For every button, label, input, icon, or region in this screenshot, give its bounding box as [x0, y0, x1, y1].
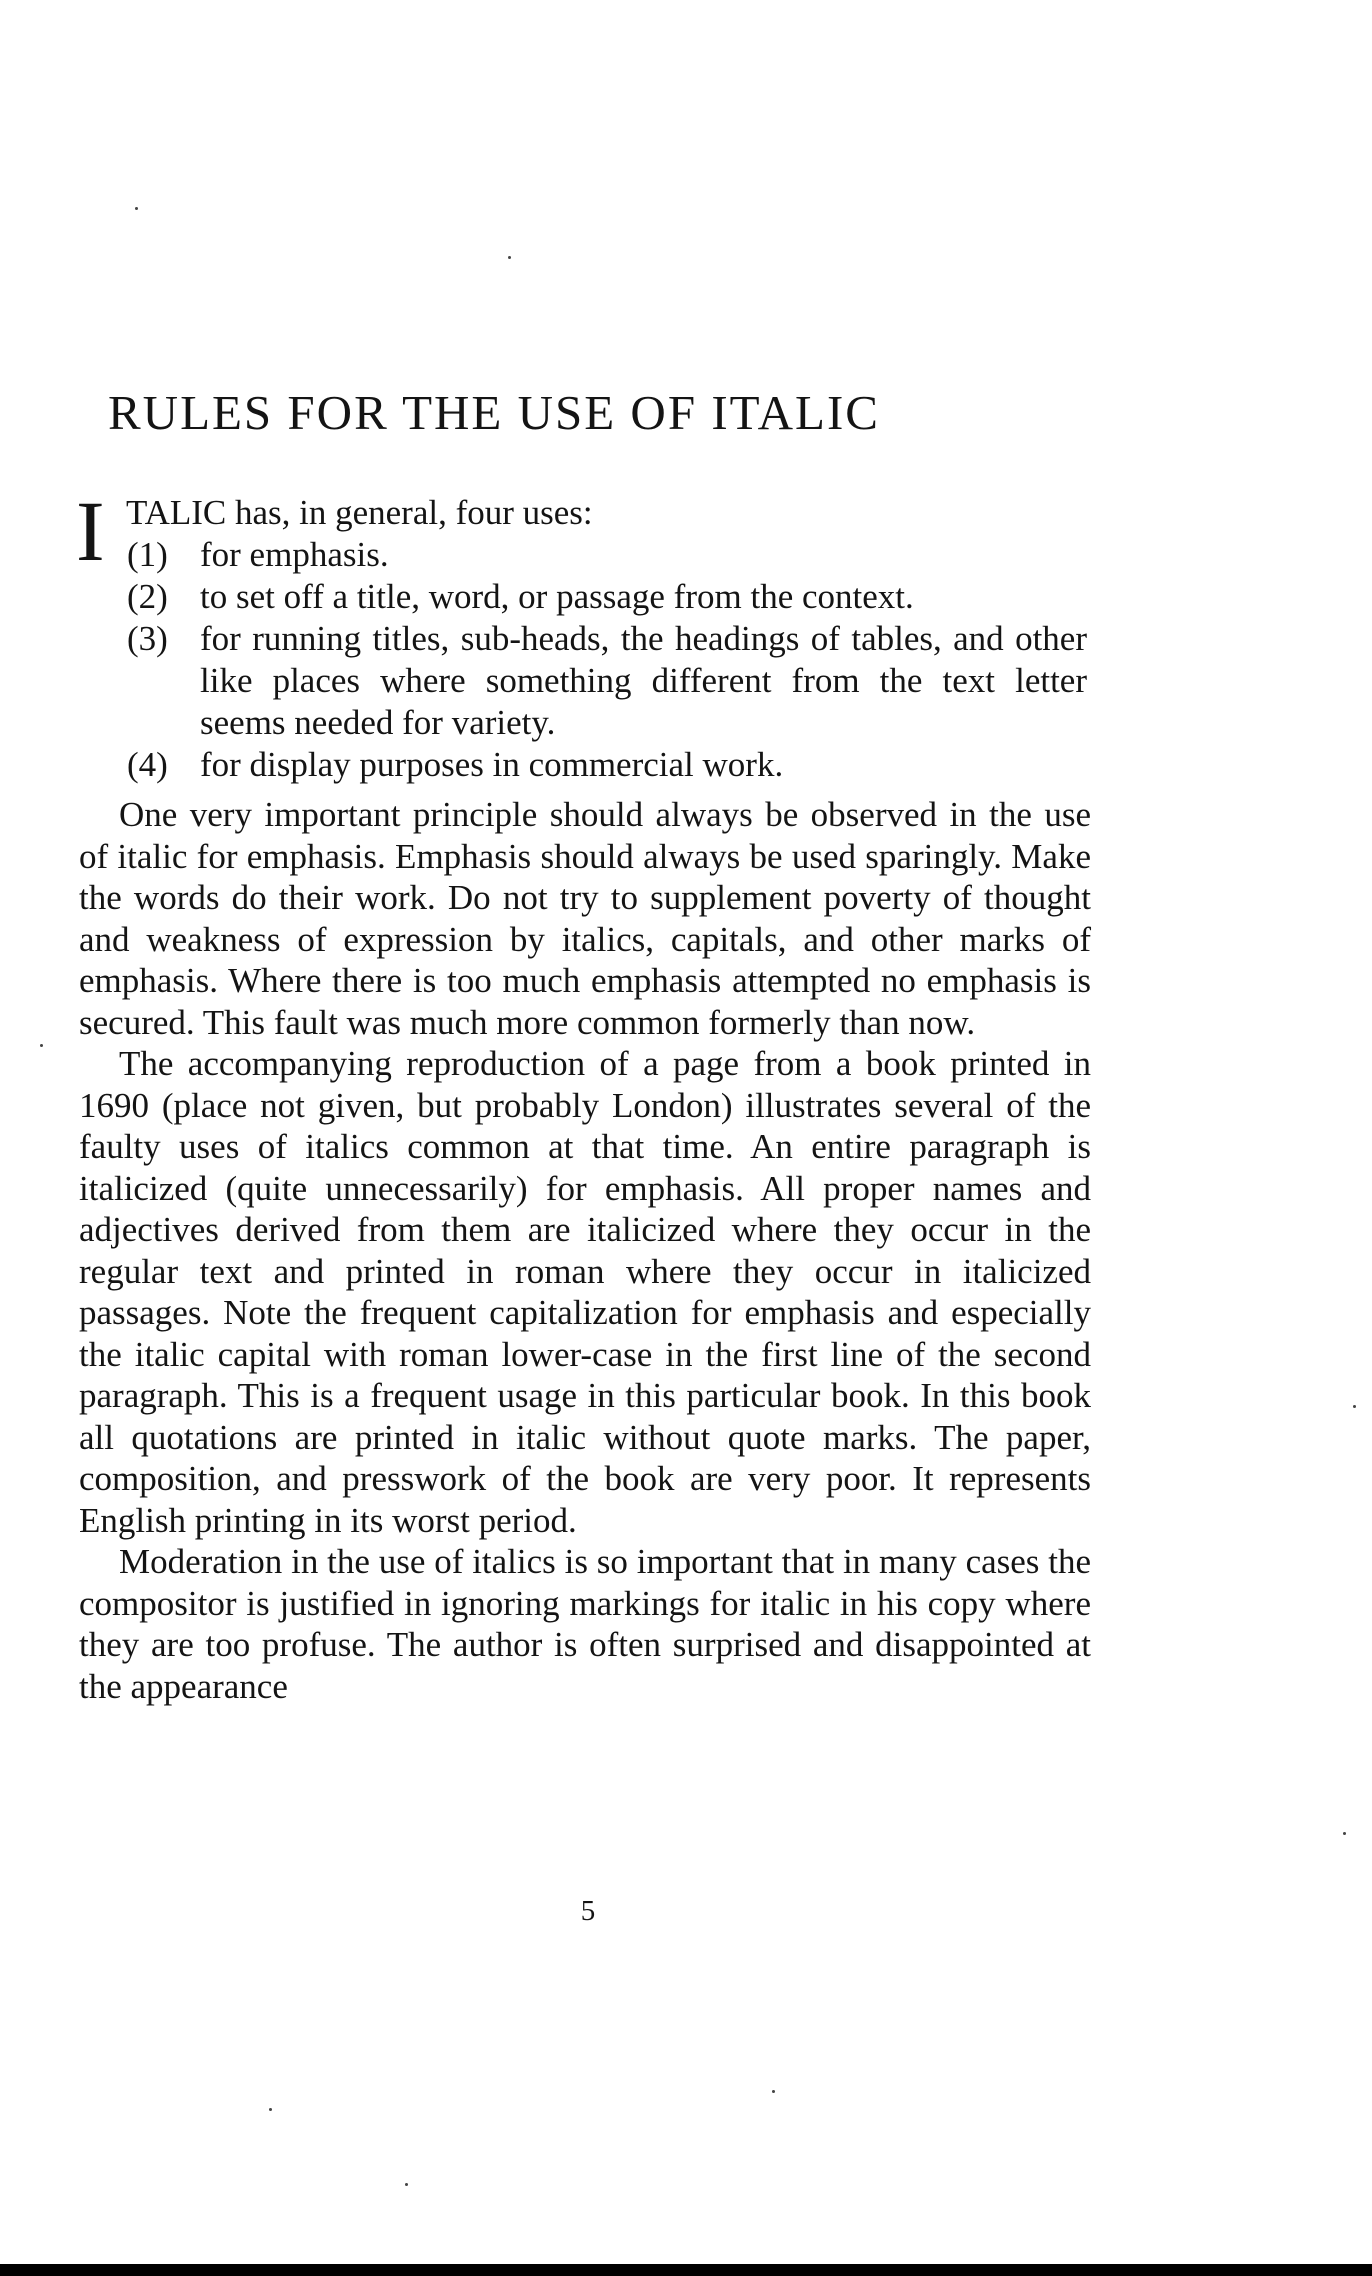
- paper-speck: [1343, 1832, 1346, 1835]
- use-number: (1): [127, 535, 168, 574]
- paper-speck: [508, 256, 511, 259]
- use-number: (3): [127, 619, 168, 658]
- drop-cap: I: [76, 483, 105, 579]
- use-item: [127, 534, 1087, 576]
- use-item: [127, 576, 1087, 618]
- use-text: for emphasis.: [200, 535, 389, 574]
- use-text: for running titles, sub-heads, the headings of tables, and other like places where something different from the text letter seems needed for variety.: [200, 619, 1087, 742]
- page-title: RULES FOR THE USE OF ITALIC: [108, 385, 880, 440]
- paper-speck: [40, 1044, 43, 1047]
- scan-border: [0, 2264, 1372, 2276]
- intro-text: TALIC has, in general, four uses:: [126, 493, 593, 532]
- paragraph-moderation: Moderation in the use of italics is so important that in many cases the compositor is justified in ignoring markings for italic in his copy where they are too profuse. The author is often surprised and disappointed at the appearance: [79, 1542, 1091, 1706]
- paper-speck: [1353, 1405, 1356, 1408]
- paragraph-1690-reproduction: The accompanying reproduction of a page from a book printed in 1690 (place not given, but probably London) illustrates several of the faulty uses of italics common at that time. An entire paragraph is italicized (quite unnecessarily) for emphasis. All proper names and adjectives derived from them are italicized where they occur in the regular text and printed in roman where they occur in italicized passages. Note the frequent capitalization for emphasis and especially the italic capital with roman lower-case in the first line of the second paragraph. This is a frequent usage in this particular book. In this book all quotations are printed in italic without quote marks. The paper, composition, and presswork of the book are very poor. It represents English printing in its worst period.: [79, 1044, 1091, 1540]
- paper-speck: [405, 2183, 408, 2186]
- use-text: to set off a title, word, or passage from the context.: [200, 577, 914, 616]
- use-number: (4): [127, 745, 168, 784]
- page-number: 5: [580, 1895, 596, 1927]
- use-item: [127, 744, 1087, 786]
- use-text: for display purposes in commercial work.: [200, 745, 784, 784]
- uses-list: [127, 534, 1087, 786]
- use-item: [127, 618, 1087, 744]
- paragraph-emphasis-principle: One very important principle should always be observed in the use of italic for emphasis. Emphasis should always be used sparingly. Make the words do their work. Do not try to supplement poverty of thought and weakness of expression by italics, capitals, and other marks of emphasis. Where there is too much emphasis attempted no emphasis is secured. This fault was much more common formerly than now.: [79, 795, 1091, 1042]
- paper-speck: [269, 2108, 272, 2111]
- paper-speck: [772, 2090, 775, 2093]
- body-text: [79, 794, 1091, 1707]
- use-number: (2): [127, 577, 168, 616]
- paper-speck: [135, 207, 138, 210]
